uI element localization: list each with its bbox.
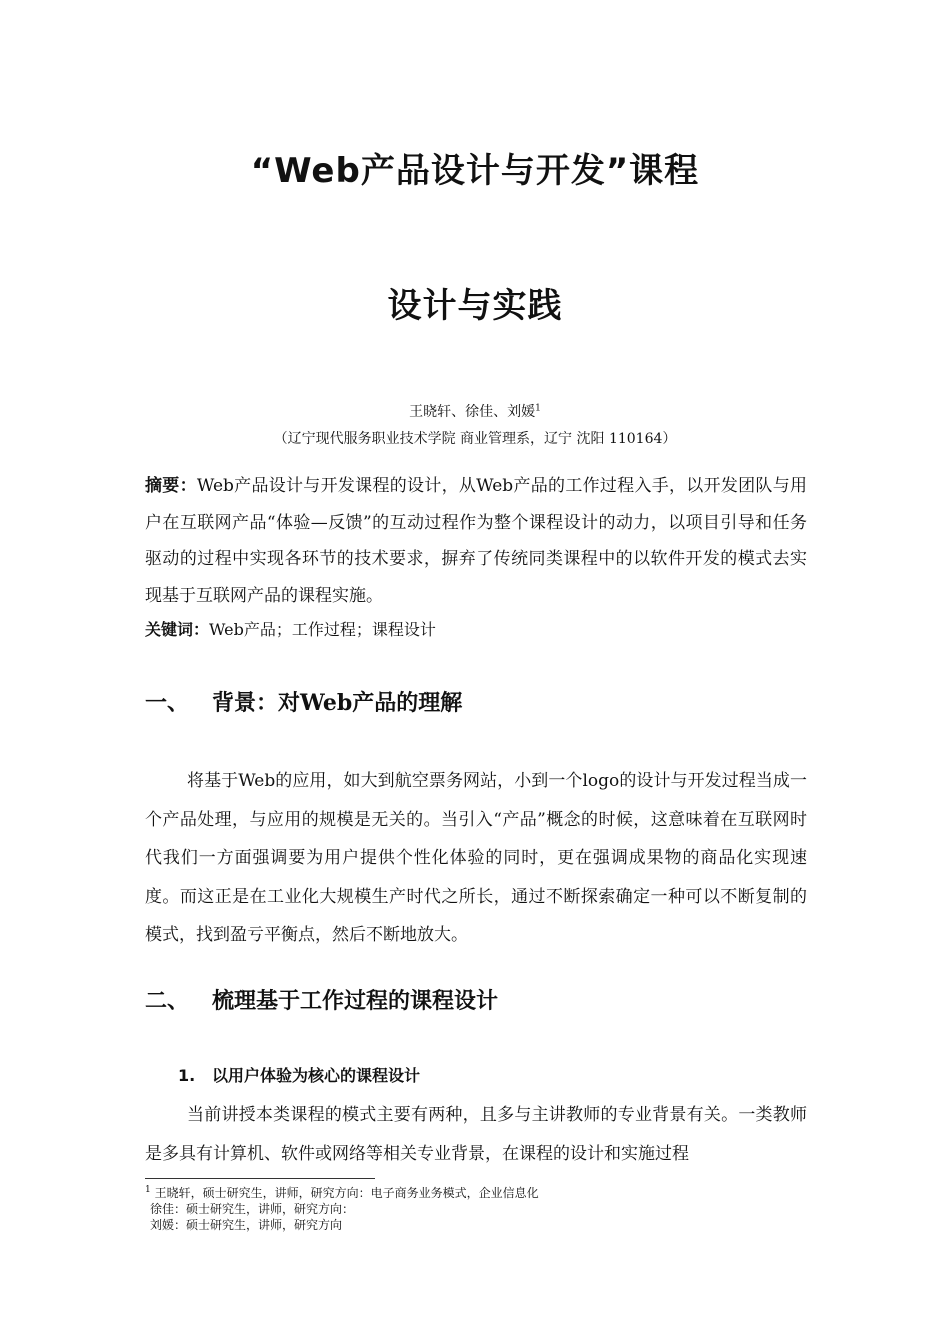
footnote-line-2: 徐佳：硕士研究生，讲师，研究方向： — [150, 1202, 355, 1216]
footnote-line-3: 刘媛：硕士研究生，讲师，研究方向 — [150, 1218, 343, 1232]
section-2-paragraph: 当前讲授本类课程的模式主要有两种，且多与主讲教师的专业背景有关。一类教师是多具有计算机、软件或网络等相关专业背景，在课程的设计和实施过程 — [145, 1105, 807, 1164]
abstract-label: 摘要： — [145, 476, 197, 496]
keywords-label: 关键词： — [145, 620, 210, 639]
footnote-marker: 1 — [145, 1185, 151, 1195]
section-2-number: 二、 — [145, 988, 190, 1014]
section-1-heading — [145, 686, 462, 717]
author-list — [0, 401, 950, 421]
section-1-title: 背景：对Web产品的理解 — [212, 690, 463, 716]
section-1-number: 一、 — [145, 690, 190, 716]
footnotes — [145, 1182, 807, 1233]
section-1-paragraph: 将基于Web的应用，如大到航空票务网站，小到一个logo的设计与开发过程当成一个产品处理，与应用的规模是无关的。当引入“产品”概念的时候，这意味着在互联网时代我们一方面强调要为用户提供个性化体验的同时，更在强调成果物的商品化实现速度。而这正是在工业化大规模生产时代之所长，通过不断探索确定一种可以不断复制的模式，找到盈亏平衡点，然后不断地放大。 — [145, 771, 807, 945]
author-affiliation: （辽宁现代服务职业技术学院 商业管理系，辽宁 沈阳 110164） — [273, 431, 677, 447]
section-2-heading — [145, 984, 498, 1015]
abstract — [145, 468, 807, 614]
title-line-1: “Web产品设计与开发”课程 — [250, 151, 700, 191]
subsection-2-1-title: 以用户体验为核心的课程设计 — [212, 1066, 421, 1085]
subsection-2-1-number: 1. — [178, 1066, 196, 1085]
section-2-title: 梳理基于工作过程的课程设计 — [212, 988, 499, 1014]
keywords-text: Web产品；工作过程；课程设计 — [209, 620, 436, 639]
keywords — [145, 617, 807, 640]
author-footnote-marker[interactable]: 1 — [535, 403, 541, 414]
footnote-line-1: 王晓轩，硕士研究生，讲师，研究方向：电子商务业务模式，企业信息化 — [154, 1186, 539, 1200]
title-line-2: 设计与实践 — [387, 286, 563, 326]
footnote-divider — [145, 1178, 375, 1179]
abstract-text: Web产品设计与开发课程的设计，从Web产品的工作过程入手，以开发团队与用户在互联网产品“体验—反馈”的互动过程作为整个课程设计的动力，以项目引导和任务驱动的过程中实现各环节的技术要求，摒弃了传统同类课程中的以软件开发的模式去实现基于互联网产品的课程实施。 — [145, 476, 808, 606]
footnote-1 — [145, 1182, 807, 1201]
subsection-2-1-heading — [178, 1063, 420, 1086]
author-names: 王晓轩、徐佳、刘媛 — [409, 404, 536, 420]
